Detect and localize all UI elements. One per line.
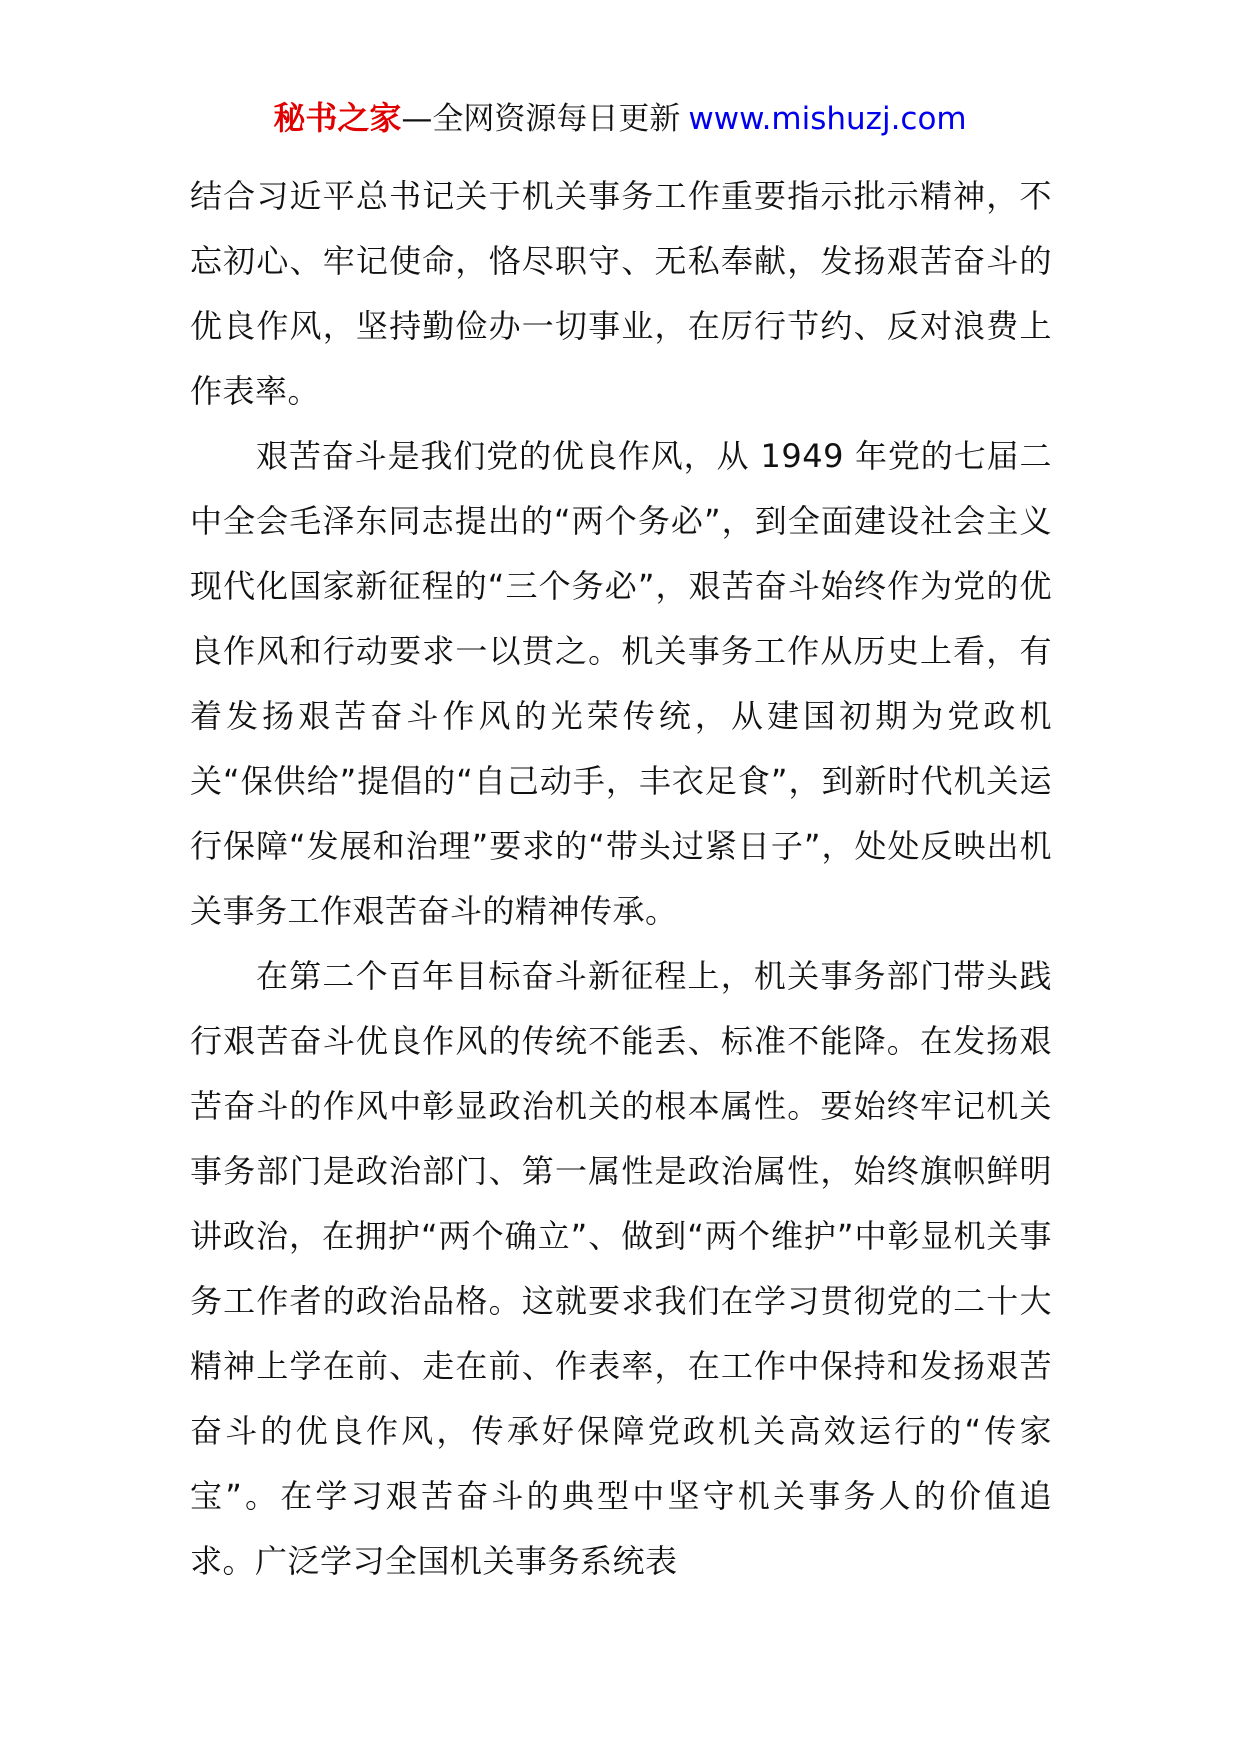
- paragraph-1: 结合习近平总书记关于机关事务工作重要指示批示精神，不忘初心、牢记使命，恪尽职守、无私奉献，发扬艰苦奋斗的优良作风，坚持勤俭办一切事业，在厉行节约、反对浪费上作表率。: [190, 177, 1052, 410]
- document-body: [190, 164, 1052, 1594]
- paragraph-2: 艰苦奋斗是我们党的优良作风，从 1949 年党的七届二中全会毛泽东同志提出的“两个务必”，到全面建设社会主义现代化国家新征程的“三个务必”，艰苦奋斗始终作为党的优良作风和行动要求一以贯之。机关事务工作从历史上看，有着发扬艰苦奋斗作风的光荣传统，从建国初期为党政机关“保供给”提倡的“自己动手，丰衣足食”，到新时代机关运行保障“发展和治理”要求的“带头过紧日子”，处处反映出机关事务工作艰苦奋斗的精神传承。: [190, 437, 1052, 930]
- paragraph-3: 在第二个百年目标奋斗新征程上，机关事务部门带头践行艰苦奋斗优良作风的传统不能丢、标准不能降。在发扬艰苦奋斗的作风中彰显政治机关的根本属性。要始终牢记机关事务部门是政治部门、第一属性是政治属性，始终旗帜鲜明讲政治，在拥护“两个确立”、做到“两个维护”中彰显机关事务工作者的政治品格。这就要求我们在学习贯彻党的二十大精神上学在前、走在前、作表率，在工作中保持和发扬艰苦奋斗的优良作风，传承好保障党政机关高效运行的“传家宝”。在学习艰苦奋斗的典型中坚守机关事务人的价值追求。广泛学习全国机关事务系统表: [190, 957, 1052, 1580]
- site-brand: 秘书之家: [273, 99, 402, 137]
- site-tagline: —全网资源每日更新: [401, 101, 681, 137]
- site-url-link[interactable]: www.mishuzj.com: [688, 101, 967, 137]
- site-header: [0, 96, 1240, 141]
